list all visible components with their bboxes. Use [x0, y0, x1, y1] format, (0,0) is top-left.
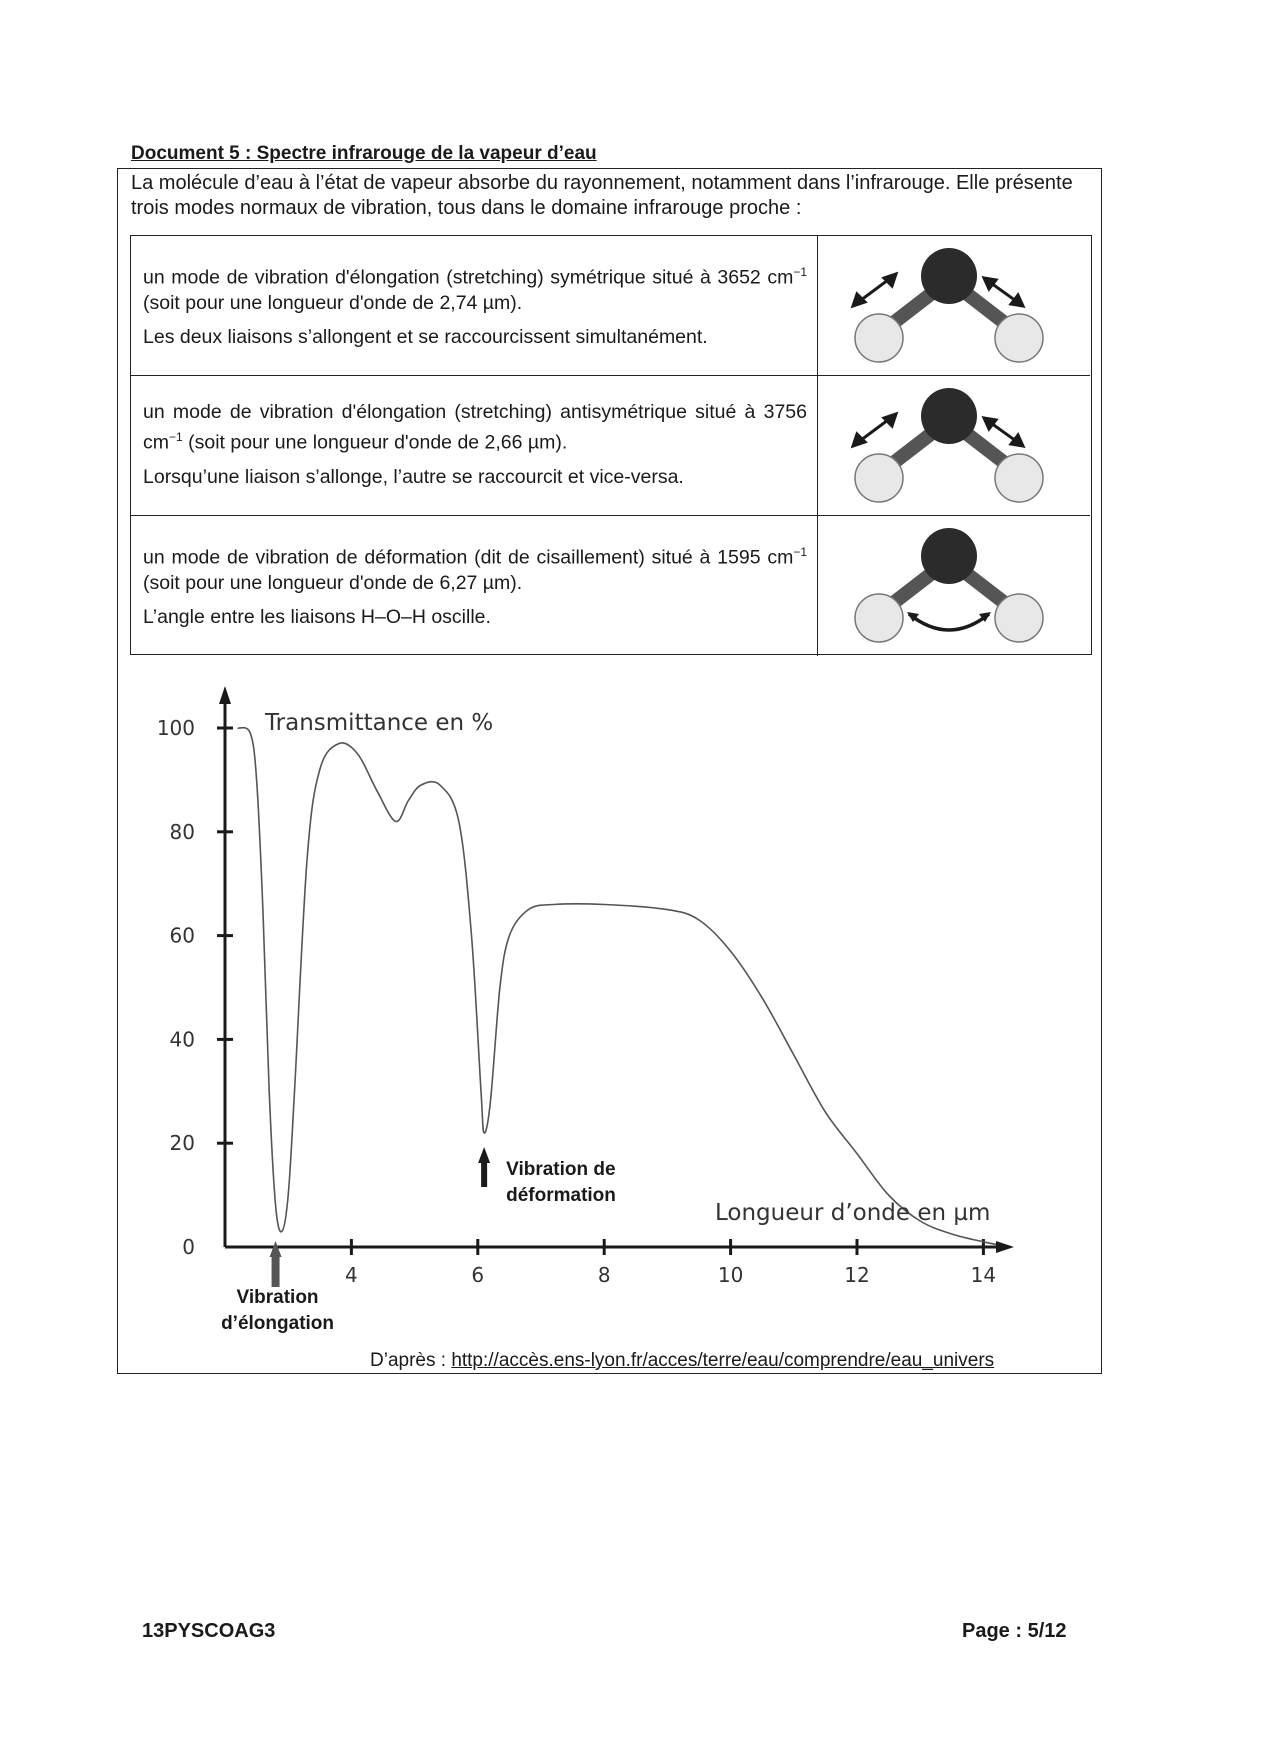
- bending-molecule-image: [821, 518, 1089, 654]
- wavenumber: 1595 cm: [717, 546, 794, 569]
- up-arrow-icon: [478, 1147, 490, 1187]
- mode-line: [143, 540, 807, 596]
- hydrogen-atom: [995, 314, 1043, 362]
- annotation-line: Vibration: [236, 1287, 319, 1308]
- page-number: Page : 5/12: [962, 1620, 1067, 1642]
- y-tick-label: 100: [156, 716, 195, 740]
- vibration-modes-table: [130, 235, 1092, 655]
- annotation-line: d’élongation: [221, 1313, 335, 1334]
- x-axis-title: Longueur d’onde en µm: [715, 1200, 991, 1226]
- mode-line-b: (soit pour une longueur d'onde de 2,66 µm).: [182, 431, 568, 454]
- x-tick-label: 4: [345, 1263, 358, 1287]
- mode-line: [143, 400, 807, 456]
- elongation-annotation: [221, 1241, 334, 1334]
- hydrogen-atom: [995, 454, 1043, 502]
- mode-row-antisymmetric: [131, 376, 1090, 516]
- annotation-line: déformation: [506, 1185, 616, 1206]
- wavenumber: 3756 cm: [143, 401, 807, 454]
- oxygen-atom: [921, 388, 977, 444]
- hydrogen-atom: [855, 594, 903, 642]
- y-tick-label: 40: [169, 1027, 195, 1052]
- y-axis: [219, 686, 231, 1247]
- mode-row-bending: [131, 516, 1090, 656]
- wavenumber: 3652 cm: [717, 266, 794, 289]
- y-tick-label: 60: [169, 923, 195, 948]
- hydrogen-atom: [995, 594, 1043, 642]
- source-citation: [370, 1350, 994, 1372]
- mode-description: [131, 236, 818, 375]
- exponent: −1: [793, 545, 808, 559]
- y-axis-title: Transmittance en %: [265, 710, 494, 736]
- antisymmetric-stretching-molecule-image: [821, 378, 1089, 514]
- hydrogen-atom: [855, 454, 903, 502]
- x-axis: [225, 1241, 1014, 1253]
- x-tick-label: 6: [471, 1263, 485, 1287]
- document-title: Document 5 : Spectre infrarouge de la vapeur d’eau: [131, 143, 597, 164]
- mode-line-a: un mode de vibration d'élongation (stretching) symétrique situé à: [143, 266, 711, 289]
- mode-line-b: (soit pour une longueur d'onde de 2,74 µm).: [143, 291, 523, 314]
- deformation-annotation: [478, 1147, 616, 1206]
- x-axis-arrowhead: [996, 1241, 1014, 1253]
- x-tick-label: 12: [844, 1263, 870, 1287]
- oxygen-atom: [921, 248, 977, 304]
- exponent: −1: [793, 265, 808, 279]
- mode-note: Lorsqu’une liaison s’allonge, l’autre se raccourcit et vice-versa.: [143, 465, 684, 488]
- y-axis-arrowhead: [219, 686, 231, 704]
- mode-line-b: (soit pour une longueur d'onde de 6,27 µm).: [143, 571, 523, 594]
- y-ticks: [157, 716, 233, 1259]
- mode-description: [131, 516, 818, 656]
- annotation-line: Vibration de: [506, 1159, 616, 1180]
- source-link[interactable]: http://accès.ens-lyon.fr/acces/terre/eau/comprendre/eau_univers: [451, 1350, 995, 1371]
- y-tick-label: 80: [169, 819, 195, 844]
- hydrogen-atom: [855, 314, 903, 362]
- ir-spectrum-chart: [140, 680, 1020, 1360]
- y-tick-label: 20: [169, 1131, 195, 1156]
- y-tick-label: 0: [182, 1235, 195, 1259]
- x-tick-label: 10: [717, 1263, 744, 1287]
- source-prefix: D’après :: [370, 1350, 452, 1371]
- mode-description: [131, 376, 818, 515]
- intro-text: La molécule d’eau à l’état de vapeur absorbe du rayonnement, notamment dans l’infrarouge. Elle présente trois modes normaux de vibration, tous dans le domaine infrarouge proche :: [131, 172, 1073, 219]
- mode-line: [143, 260, 807, 316]
- mode-note: L’angle entre les liaisons H–O–H oscille.: [143, 605, 491, 628]
- x-tick-label: 8: [597, 1263, 611, 1287]
- exponent: −1: [169, 430, 183, 444]
- mode-row-symmetric: [131, 236, 1090, 376]
- curved-arrow-icon: [907, 612, 991, 630]
- x-tick-label: 14: [970, 1263, 997, 1287]
- transmittance-curve: [238, 728, 996, 1245]
- mode-line-a: un mode de vibration de déformation (dit de cisaillement) situé à: [143, 546, 711, 569]
- symmetric-stretching-molecule-image: [821, 238, 1089, 374]
- mode-note: Les deux liaisons s’allongent et se raccourcissent simultanément.: [143, 325, 708, 348]
- oxygen-atom: [921, 528, 977, 584]
- document-code: 13PYSCOAG3: [142, 1620, 276, 1642]
- mode-line-a: un mode de vibration d'élongation (stretching) antisymétrique situé à: [143, 401, 756, 423]
